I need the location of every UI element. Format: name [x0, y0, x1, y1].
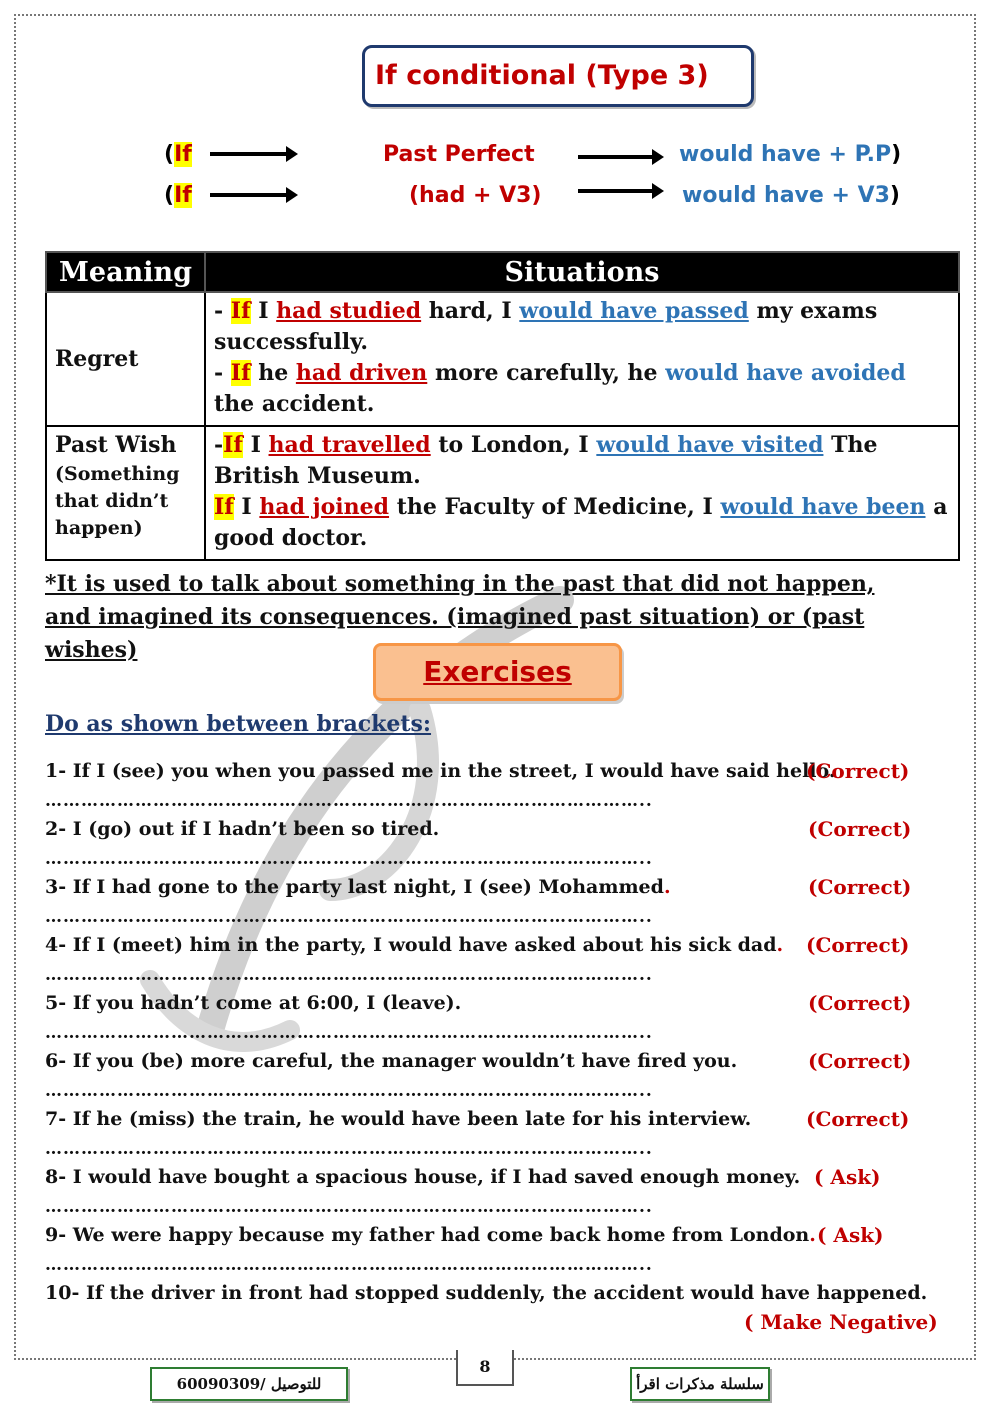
usage-note: *It is used to talk about something in the past that did not happen, and imagined its consequences. (imagined past situation) or (past wishes)	[45, 571, 875, 663]
question-6: 6- If you (be) more careful, the manager wouldn’t have fired you.	[45, 1050, 738, 1072]
if-keyword: If	[174, 142, 192, 167]
formula-row-2: (If	[164, 183, 192, 208]
example-sentence: -If I had travelled to London, I would have visited The British Museum.	[214, 432, 878, 489]
question-9: 9- We were happy because my father had come back home from London.	[45, 1224, 816, 1246]
exercises-label: Exercises	[423, 655, 572, 688]
question-3: 3- If I had gone to the party last night, I (see) Mohammed.	[45, 876, 671, 898]
situation-cell	[205, 426, 959, 560]
situation-cell	[205, 292, 959, 426]
question-4: 4- If I (meet) him in the party, I would have asked about his sick dad.	[45, 934, 784, 956]
usage-table	[45, 251, 960, 561]
series-box: سلسلة مذكرات اقرأ	[630, 1367, 770, 1401]
answer-line[interactable]: ………………………………………………………………………………………..	[45, 849, 653, 869]
header-situations: Situations	[205, 252, 959, 292]
header-meaning: Meaning	[46, 252, 205, 292]
title-box	[362, 45, 754, 107]
answer-line[interactable]: ………………………………………………………………………………………..	[45, 965, 653, 985]
arrow-icon	[578, 189, 654, 193]
formula-row-1: (If	[164, 142, 192, 167]
answer-line[interactable]: ………………………………………………………………………………………..	[45, 1197, 653, 1217]
if-keyword: If	[174, 183, 192, 208]
answer-line[interactable]: ………………………………………………………………………………………..	[45, 907, 653, 927]
arrow-icon	[210, 152, 288, 156]
question-tag: (Correct)	[808, 991, 912, 1015]
answer-line[interactable]: ………………………………………………………………………………………..	[45, 791, 653, 811]
question-tag: (Correct)	[806, 933, 910, 957]
answer-line[interactable]: ………………………………………………………………………………………..	[45, 1023, 653, 1043]
formula-result-2: would have + V3)	[682, 183, 900, 208]
answer-line[interactable]: ………………………………………………………………………………………..	[45, 1139, 653, 1159]
question-10: 10- If the driver in front had stopped suddenly, the accident would have happened.	[45, 1282, 928, 1304]
question-tag: (Correct)	[806, 1107, 910, 1131]
question-tag: ( Make Negative)	[744, 1310, 938, 1334]
page-number: 8	[456, 1350, 514, 1386]
question-tag: (Correct)	[808, 1049, 912, 1073]
question-tag: (Correct)	[808, 875, 912, 899]
formula-past-perfect: Past Perfect	[383, 142, 535, 167]
example-sentence: - If he had driven more carefully, he would have avoided the accident.	[214, 360, 906, 417]
table-header-row	[46, 252, 959, 292]
question-1: 1- If I (see) you when you passed me in the street, I would have said hello.	[45, 760, 836, 782]
answer-line[interactable]: ………………………………………………………………………………………..	[45, 1081, 653, 1101]
example-sentence: If I had joined the Faculty of Medicine, I would have been a good doctor.	[214, 494, 948, 551]
page-title: If conditional (Type 3)	[375, 60, 709, 91]
question-tag: ( Ask)	[817, 1223, 884, 1247]
exercises-banner	[373, 643, 622, 701]
answer-line[interactable]: ………………………………………………………………………………………..	[45, 1255, 653, 1275]
question-tag: (Correct)	[808, 817, 912, 841]
question-tag: ( Ask)	[814, 1165, 881, 1189]
question-7: 7- If he (miss) the train, he would have been late for his interview.	[45, 1108, 752, 1130]
example-sentence: - If I had studied hard, I would have passed my exams successfully.	[214, 298, 878, 355]
question-2: 2- I (go) out if I hadn’t been so tired.	[45, 818, 440, 840]
question-5: 5- If you hadn’t come at 6:00, I (leave).	[45, 992, 462, 1014]
instruction: Do as shown between brackets:	[45, 711, 432, 737]
arrow-icon	[578, 155, 654, 159]
table-row	[46, 426, 959, 560]
question-tag: (Correct)	[806, 759, 910, 783]
meaning-cell: Regret	[46, 292, 205, 426]
question-8: 8- I would have bought a spacious house, if I had saved enough money.	[45, 1166, 801, 1188]
contact-box: 60090309/ للتوصيل	[150, 1367, 348, 1401]
formula-result-1: would have + P.P)	[679, 142, 902, 167]
formula-had-v3: (had + V3)	[409, 183, 542, 208]
arrow-icon	[210, 193, 288, 197]
table-row	[46, 292, 959, 426]
meaning-cell: Past Wish (Something that didn’t happen)	[46, 426, 205, 560]
